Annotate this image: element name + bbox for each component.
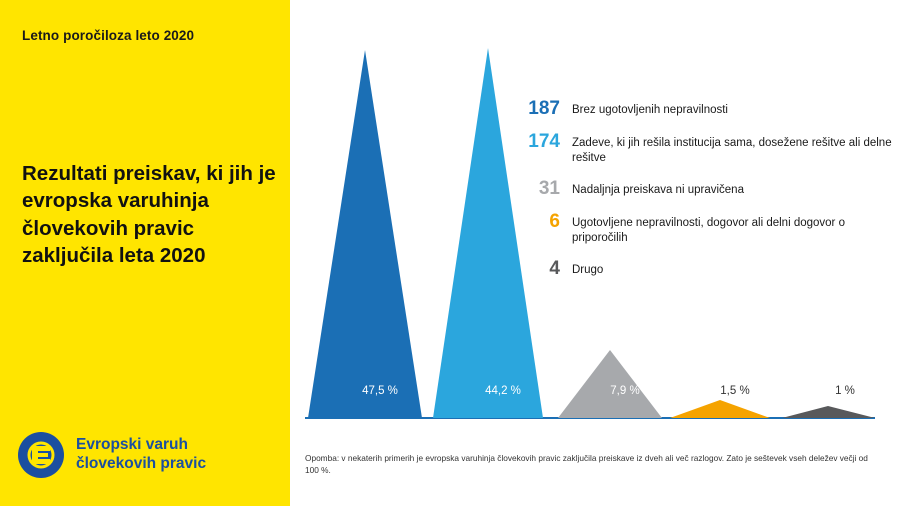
chart-bar-label-0: 47,5 % [362, 385, 398, 397]
logo-line-2: človekovih pravic [76, 455, 207, 472]
logo-text [76, 436, 206, 474]
legend-value-1: 174 [528, 130, 560, 152]
chart-bar-label-1: 44,2 % [485, 385, 521, 397]
legend-item-3 [518, 211, 898, 247]
logo [18, 432, 206, 478]
chart-bar-4 [782, 406, 875, 418]
left-yellow-panel [0, 0, 290, 506]
legend-item-2 [518, 178, 898, 200]
chart [300, 0, 900, 506]
legend-item-4 [518, 258, 898, 280]
ombudsman-emblem-icon [18, 432, 64, 478]
chart-bar-label-2: 7,9 % [610, 385, 640, 397]
chart-bar-2 [558, 350, 662, 418]
legend-value-4: 4 [549, 257, 560, 279]
chart-bar-label-3: 1,5 % [720, 385, 750, 397]
chart-note: Opomba: v nekaterih primerih je evropska varuhinja človekovih pravic zaključila preiskave iz dveh ali več razlogov. Zato je seštevek vseh deležev večji od 100 %. [305, 453, 868, 476]
legend-value-3: 6 [549, 210, 560, 232]
legend-label-2: Nadaljnja preiskava ni upravičena [572, 183, 744, 196]
chart-bar-label-4: 1 % [835, 385, 855, 397]
report-label: Letno poročiloza leto 2020 [22, 28, 195, 43]
chart-legend [518, 98, 898, 291]
chart-bar-3 [670, 400, 770, 418]
legend-value-2: 31 [538, 177, 560, 199]
legend-label-0: Brez ugotovljenih nepravilnosti [572, 104, 728, 116]
logo-line-1: Evropski varuh [76, 436, 188, 454]
page-title: Rezultati preiskav, ki jih je evropska varuhinja človekovih pravic zaključila leta 2020 [22, 162, 276, 267]
chart-bar-0 [308, 50, 422, 418]
legend-label-4: Drugo [572, 263, 604, 276]
legend-value-0: 187 [528, 98, 560, 119]
legend-label-1: Zadeve, ki jih rešila institucija sama, dosežene rešitve ali delne rešitve [572, 136, 892, 165]
legend-item-0 [518, 98, 898, 120]
legend-item-1 [518, 131, 898, 167]
legend-label-3: Ugotovljene nepravilnosti, dogovor ali delni dogovor o priporočilih [572, 216, 845, 245]
